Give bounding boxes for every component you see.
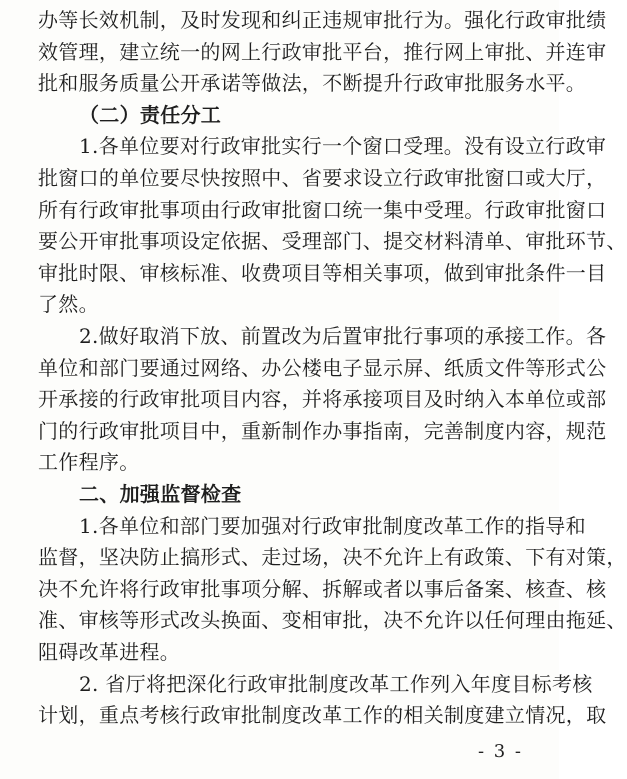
body-text-line: 监督，坚决防止搞形式、走过场，决不允许上有政策、下有对策，	[38, 545, 627, 570]
body-text-line: 2. 省厅将把深化行政审批制度改革工作列入年度目标考核	[79, 671, 593, 696]
body-text-line: 批窗口的单位要尽快按照中、省要求设立行政审批窗口或大厅，	[38, 166, 607, 190]
body-text-line: 1.各单位要对行政审批实行一个窗口受理。没有设立行政审	[79, 134, 607, 159]
body-text-line: 办等长效机制，及时发现和纠正违规审批行为。强化行政审批绩	[38, 8, 607, 32]
body-text-line: 开承接的行政审批项目内容，并将承接项目及时纳入本单位或部	[38, 387, 607, 412]
body-text-line: 效管理，建立统一的网上行政审批平台，推行网上审批、并连审	[38, 39, 607, 64]
body-text-line: 阻碍改革进程。	[38, 640, 181, 664]
section-heading: （二）责任分工	[79, 102, 222, 127]
section-heading: 二、加强监督检查	[79, 482, 242, 506]
body-text-line: 要公开审批事项设定依据、受理部门、提交材料清单、审批环节、	[38, 229, 627, 254]
body-text-line: 单位和部门要通过网络、办公楼电子显示屏、纸质文件等形式公	[38, 355, 607, 380]
body-text-line: 决不允许将行政审批事项分解、拆解或者以事后备案、核查、核	[38, 576, 607, 601]
body-text-line: 计划，重点考核行政审批制度改革工作的相关制度建立情况，取	[38, 703, 607, 728]
body-text-line: 审批时限、审核标准、收费项目等相关事项，做到审批条件一目	[38, 260, 607, 285]
body-text-line: 所有行政审批事项由行政审批窗口统一集中受理。行政审批窗口	[38, 197, 607, 222]
body-text-line: 准、审核等形式改头换面、变相审批，决不允许以任何理由拖延、	[38, 608, 627, 633]
body-text-line: 批和服务质量公开承诺等做法，不断提升行政审批服务水平。	[38, 71, 587, 96]
body-text-line: 2.做好取消下放、前置改为后置审批行事项的承接工作。各	[79, 324, 607, 348]
body-text-line: 门的行政审批项目中，重新制作办事指南，完善制度内容，规范	[38, 418, 607, 443]
body-text-line: 工作程序。	[38, 450, 140, 475]
page-number: - 3 -	[477, 741, 523, 762]
body-text-line: 1.各单位和部门要加强对行政审批制度改革工作的指导和	[79, 513, 586, 538]
body-text-line: 了然。	[38, 292, 99, 317]
